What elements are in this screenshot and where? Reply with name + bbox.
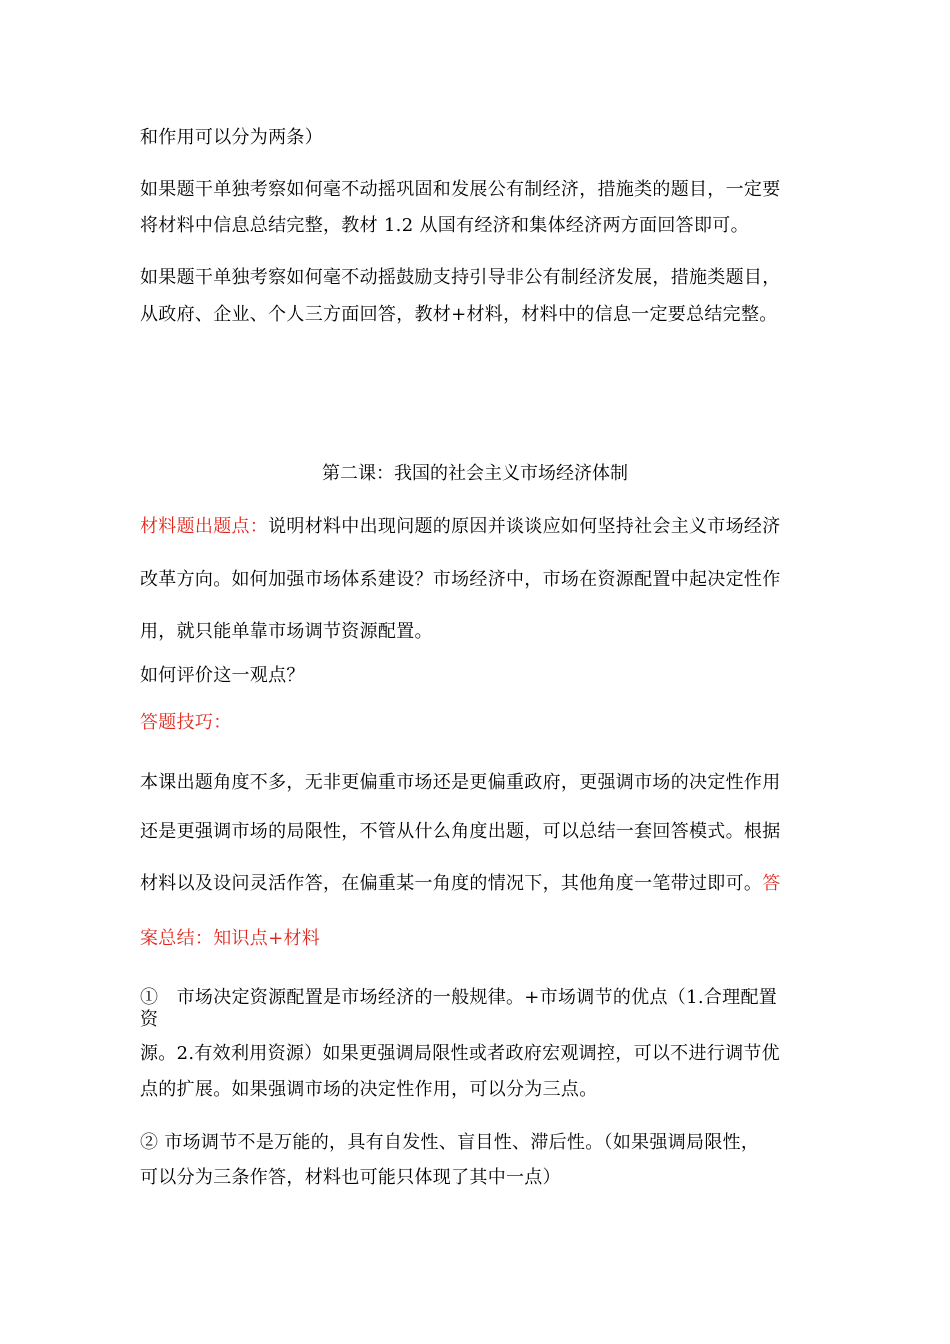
section-title: 第二课：我国的社会主义市场经济体制 [322, 463, 628, 484]
material-question: 如何评价这一观点？ [140, 665, 305, 686]
tips-label: 答题技巧： [140, 712, 232, 733]
point-two-line: 可以分为三条作答，材料也可能只体现了其中一点） [140, 1167, 561, 1188]
point-one-line: ① 市场决定资源配置是市场经济的一般规律。+市场调节的优点（1.合理配置 [140, 987, 778, 1008]
point-one-line: 资 [140, 1009, 159, 1030]
paragraph-line: 从政府、企业、个人三方面回答，教材+材料，材料中的信息一定要总结完整。 [140, 304, 778, 325]
point-one-line: 源。2.有效利用资源）如果更强调局限性或者政府宏观调控，可以不进行调节优 [140, 1043, 780, 1064]
tips-line [140, 872, 781, 896]
tips-line: 还是更强调市场的局限性，不管从什么角度出题，可以总结一套回答模式。根据 [140, 821, 781, 842]
material-line: 改革方向。如何加强市场体系建设？市场经济中，市场在资源配置中起决定性作 [140, 569, 781, 590]
material-line: 用，就只能单靠市场调节资源配置。 [140, 621, 433, 642]
paragraph-line: 和作用可以分为两条） [140, 127, 323, 148]
tips-line: 本课出题角度不多，无非更偏重市场还是更偏重政府，更强调市场的决定性作用 [140, 772, 781, 793]
paragraph-line: 如果题干单独考察如何毫不动摇鼓励支持引导非公有制经济发展，措施类题目， [140, 267, 781, 288]
material-line [140, 515, 781, 539]
summary-label: 案总结：知识点+材料 [140, 928, 321, 949]
material-text: 说明材料中出现问题的原因并谈谈应如何坚持社会主义市场经济 [268, 516, 781, 537]
summary-label-start: 答 [762, 873, 781, 894]
paragraph-line: 将材料中信息总结完整，教材 1.2 从国有经济和集体经济两方面回答即可。 [140, 215, 749, 236]
point-two-line: ② 市场调节不是万能的，具有自发性、盲目性、滞后性。（如果强调局限性， [140, 1132, 760, 1153]
point-one-line: 点的扩展。如果强调市场的决定性作用，可以分为三点。 [140, 1079, 598, 1100]
paragraph-line: 如果题干单独考察如何毫不动摇巩固和发展公有制经济，措施类的题目，一定要 [140, 179, 781, 200]
material-label: 材料题出题点： [140, 516, 269, 537]
tips-text: 材料以及设问灵活作答，在偏重某一角度的情况下，其他角度一笔带过即可。 [140, 873, 763, 894]
